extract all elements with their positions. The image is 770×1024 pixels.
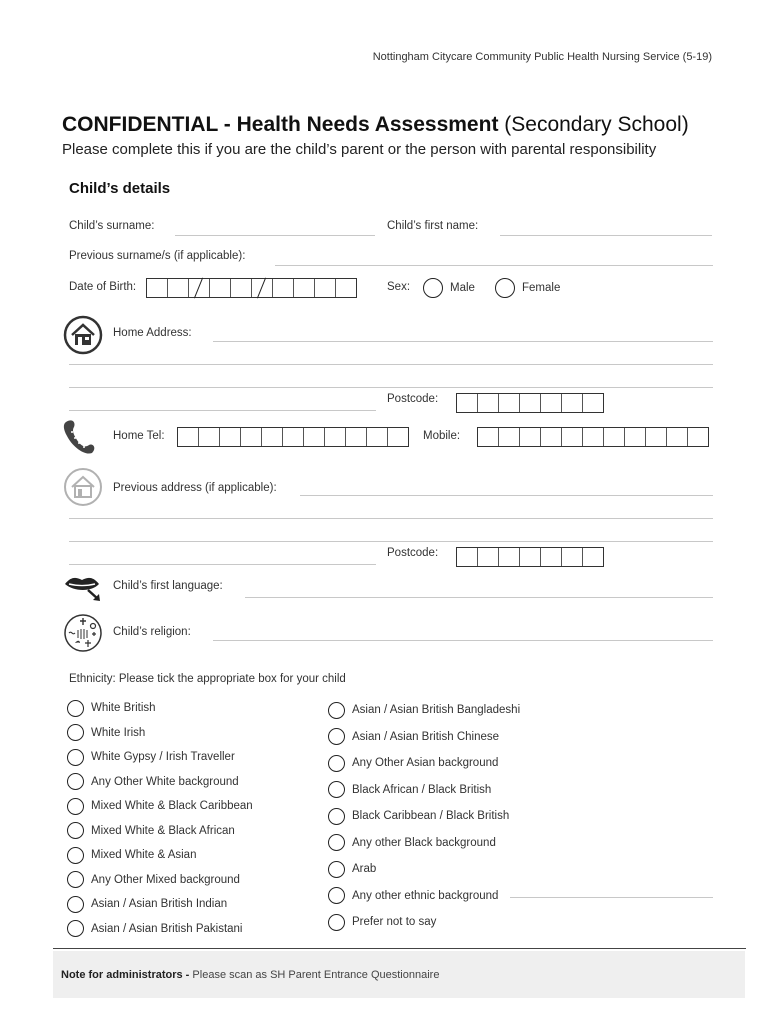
radio-circle[interactable]	[67, 773, 84, 790]
ethnicity-option-label: Any Other Asian background	[352, 757, 499, 770]
ethnicity-option[interactable]	[67, 868, 253, 893]
administrator-note	[53, 951, 745, 998]
ethnicity-option-label: Any other ethnic background	[352, 889, 499, 902]
ethnicity-option[interactable]	[67, 794, 253, 819]
radio-circle[interactable]	[328, 808, 345, 825]
ethnicity-option-label: Mixed White & Black Caribbean	[91, 800, 253, 813]
home-address-line-3[interactable]	[69, 387, 713, 388]
ethnicity-option-label: Any Other White background	[91, 775, 239, 788]
religion-symbols-icon	[63, 613, 103, 653]
ethnicity-option[interactable]	[328, 777, 520, 804]
first-language-field[interactable]	[245, 597, 713, 598]
surname-label: Child’s surname:	[69, 220, 155, 232]
ethnicity-option[interactable]	[328, 830, 520, 857]
previous-surname-label: Previous surname/s (if applicable):	[69, 250, 246, 262]
radio-circle[interactable]	[328, 914, 345, 931]
ethnicity-option-label: Mixed White & Asian	[91, 849, 197, 862]
ethnicity-option-label: White British	[91, 702, 156, 715]
ethnicity-option[interactable]	[67, 745, 253, 770]
ethnicity-right-column	[328, 697, 520, 936]
radio-circle[interactable]	[328, 781, 345, 798]
radio-circle[interactable]	[328, 728, 345, 745]
first-language-label: Child’s first language:	[113, 580, 223, 592]
ethnicity-option-label: Asian / Asian British Pakistani	[91, 922, 243, 935]
ethnicity-option[interactable]	[328, 697, 520, 724]
radio-circle[interactable]	[67, 724, 84, 741]
footer-divider	[53, 948, 746, 949]
ethnicity-option[interactable]	[328, 909, 520, 936]
ethnicity-option[interactable]	[328, 724, 520, 751]
telephone-icon	[60, 416, 100, 456]
note-bold: Note for administrators -	[61, 968, 190, 981]
radio-circle[interactable]	[67, 700, 84, 717]
ethnicity-option[interactable]	[67, 770, 253, 795]
ethnicity-option-label: Black African / Black British	[352, 783, 492, 796]
title-suffix: (Secondary School)	[498, 113, 689, 136]
ethnicity-option-label: White Irish	[91, 726, 146, 739]
home-address-line-2[interactable]	[69, 364, 713, 365]
postcode-boxes[interactable]	[456, 393, 604, 413]
radio-circle[interactable]	[67, 822, 84, 839]
radio-circle[interactable]	[328, 755, 345, 772]
religion-label: Child’s religion:	[113, 626, 191, 638]
radio-circle[interactable]	[67, 896, 84, 913]
section-heading-childs-details: Child’s details	[69, 180, 171, 197]
ethnicity-option[interactable]	[328, 883, 520, 910]
house-icon	[63, 315, 103, 355]
ethnicity-option-label: Any Other Mixed background	[91, 873, 240, 886]
previous-address-line-1[interactable]	[300, 495, 713, 496]
note-text: Please scan as SH Parent Entrance Questionnaire	[192, 968, 440, 981]
sex-option-male[interactable]	[423, 278, 475, 298]
title-bold: CONFIDENTIAL - Health Needs Assessment	[62, 113, 499, 136]
home-address-label: Home Address:	[113, 327, 192, 339]
first-name-field[interactable]	[500, 235, 712, 236]
lips-arrow-icon	[62, 572, 106, 606]
radio-circle[interactable]	[67, 798, 84, 815]
home-address-line-4[interactable]	[69, 410, 376, 411]
ethnicity-option-label: Asian / Asian British Indian	[91, 898, 228, 911]
home-address-line-1[interactable]	[213, 341, 713, 342]
radio-circle[interactable]	[67, 920, 84, 937]
ethnicity-option-label: Asian / Asian British Bangladeshi	[352, 704, 521, 717]
radio-circle[interactable]	[67, 749, 84, 766]
ethnicity-option-label: Prefer not to say	[352, 916, 437, 929]
ethnicity-left-column	[67, 696, 253, 941]
sex-option-label: Male	[450, 282, 475, 294]
previous-address-line-3[interactable]	[69, 541, 713, 542]
ethnicity-option-label: Arab	[352, 863, 377, 876]
sex-option-label: Female	[522, 282, 561, 294]
sex-label: Sex:	[387, 281, 411, 293]
other-ethnic-background-field[interactable]	[510, 897, 713, 898]
postcode2-boxes[interactable]	[456, 547, 604, 567]
radio-circle[interactable]	[495, 278, 515, 298]
radio-circle[interactable]	[67, 847, 84, 864]
ethnicity-option-label: Asian / Asian British Chinese	[352, 730, 500, 743]
radio-circle[interactable]	[423, 278, 443, 298]
previous-surname-field[interactable]	[275, 265, 713, 266]
previous-address-line-2[interactable]	[69, 518, 713, 519]
page-subtitle: Please complete this if you are the child’s parent or the person with parental responsibility	[62, 141, 657, 158]
ethnicity-option-label: Any other Black background	[352, 836, 496, 849]
surname-field[interactable]	[175, 235, 375, 236]
radio-circle[interactable]	[328, 834, 345, 851]
radio-circle[interactable]	[328, 887, 345, 904]
ethnicity-option[interactable]	[67, 892, 253, 917]
ethnicity-option-label: Mixed White & Black African	[91, 824, 235, 837]
dob-label: Date of Birth:	[69, 281, 137, 293]
ethnicity-option[interactable]	[67, 696, 253, 721]
previous-address-label: Previous address (if applicable):	[113, 482, 277, 494]
house-faded-icon	[63, 467, 103, 507]
ethnicity-option[interactable]	[328, 803, 520, 830]
first-name-label: Child’s first name:	[387, 220, 479, 232]
previous-address-line-4[interactable]	[69, 564, 376, 565]
radio-circle[interactable]	[328, 702, 345, 719]
postcode-label: Postcode:	[387, 393, 439, 405]
home-tel-label: Home Tel:	[113, 430, 165, 442]
ethnicity-option[interactable]	[67, 819, 253, 844]
ethnicity-prompt: Ethnicity: Please tick the appropriate box for your child	[69, 673, 346, 685]
mobile-label: Mobile:	[423, 430, 461, 442]
ethnicity-option[interactable]	[328, 856, 520, 883]
radio-circle[interactable]	[67, 871, 84, 888]
religion-field[interactable]	[213, 640, 713, 641]
ethnicity-option[interactable]	[328, 750, 520, 777]
mobile-boxes[interactable]	[477, 427, 709, 447]
ethnicity-option-label: Black Caribbean / Black British	[352, 810, 510, 823]
organisation-name: Nottingham Citycare Community Public Health Nursing Service (5-19)	[372, 51, 712, 63]
ethnicity-option[interactable]	[67, 843, 253, 868]
dob-boxes[interactable]	[146, 278, 357, 298]
ethnicity-option-label: White Gypsy / Irish Traveller	[91, 751, 235, 764]
postcode2-label: Postcode:	[387, 547, 439, 559]
sex-option-female[interactable]	[495, 278, 560, 298]
radio-circle[interactable]	[328, 861, 345, 878]
ethnicity-option[interactable]	[67, 917, 253, 942]
home-tel-boxes[interactable]	[177, 427, 409, 447]
page-title	[62, 113, 689, 137]
ethnicity-option[interactable]	[67, 721, 253, 746]
